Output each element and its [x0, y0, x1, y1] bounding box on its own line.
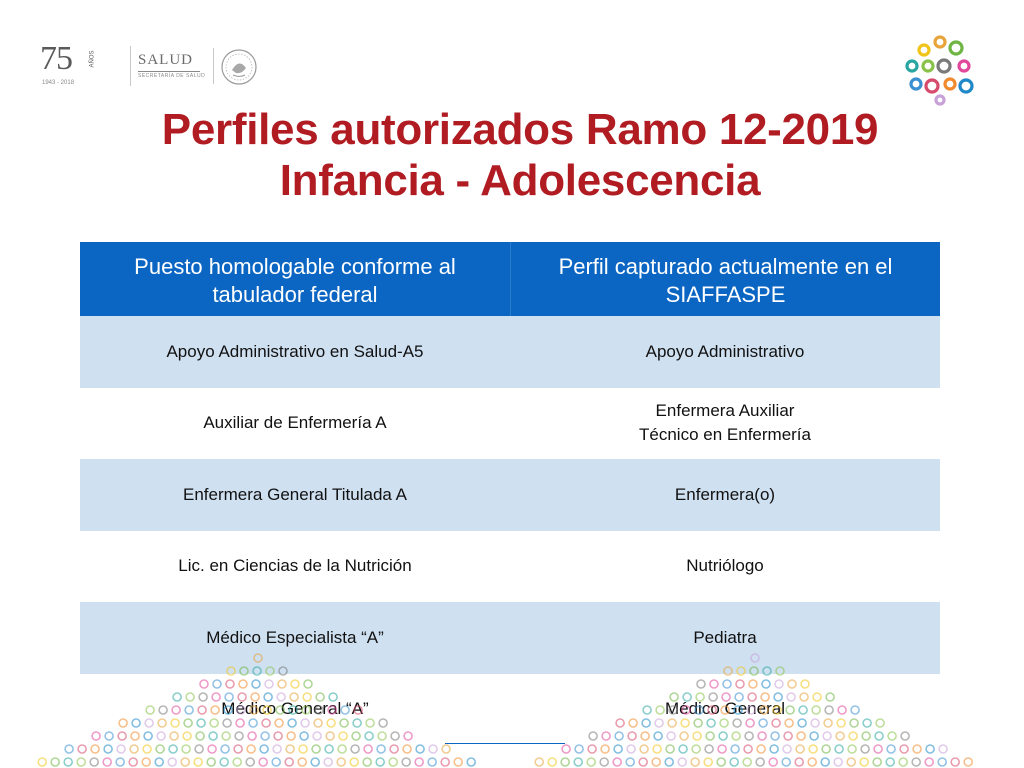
- decor-ring: [234, 745, 242, 753]
- decor-ring: [782, 758, 790, 766]
- national-seal-icon: [220, 48, 258, 86]
- decor-ring: [730, 758, 738, 766]
- decor-ring: [272, 758, 280, 766]
- decor-ring: [351, 745, 359, 753]
- decor-ring: [194, 758, 202, 766]
- decor-ring: [900, 745, 908, 753]
- perfil-line: Médico General: [664, 699, 785, 719]
- decor-ring: [743, 758, 751, 766]
- perfil-line: Enfermera(o): [674, 484, 776, 504]
- table-row: [80, 531, 940, 603]
- decor-ring: [640, 745, 648, 753]
- decor-ring: [312, 745, 320, 753]
- decor-ring: [626, 758, 634, 766]
- title-line-1: Perfiles autorizados Ramo 12-2019: [161, 105, 879, 154]
- logo-divider-2: [213, 48, 214, 84]
- table-header: [80, 242, 940, 316]
- logo-salud-text: SALUD: [138, 52, 194, 68]
- decor-ring: [731, 745, 739, 753]
- profiles-table: [80, 242, 940, 745]
- logo-years-text: 1943 - 2018: [42, 80, 75, 86]
- logo-75-number: 75: [40, 40, 72, 77]
- decor-ring: [90, 758, 98, 766]
- decor-ring: [181, 758, 189, 766]
- decor-ring: [821, 758, 829, 766]
- decor-ring: [835, 745, 843, 753]
- decor-ring: [808, 758, 816, 766]
- logo-underline: [138, 71, 200, 72]
- decor-ring: [913, 745, 921, 753]
- decor-ring: [717, 758, 725, 766]
- decor-ring: [665, 758, 673, 766]
- footer-line: [445, 743, 565, 744]
- decor-ring: [679, 745, 687, 753]
- decor-ring: [221, 745, 229, 753]
- decor-ring: [337, 758, 345, 766]
- cell-puesto: Médico Especialista “A”: [206, 627, 384, 647]
- decor-ring: [377, 745, 385, 753]
- decor-ring: [757, 745, 765, 753]
- perfil-line: Pediatra: [693, 627, 757, 647]
- decor-ring: [783, 745, 791, 753]
- decor-ring: [848, 745, 856, 753]
- table-row: [80, 316, 940, 388]
- decor-ring: [847, 758, 855, 766]
- cell-puesto: Lic. en Ciencias de la Nutrición: [178, 556, 412, 576]
- decor-ring: [574, 758, 582, 766]
- decor-ring: [51, 758, 59, 766]
- decor-ring: [926, 745, 934, 753]
- decor-ring: [247, 745, 255, 753]
- decor-ring: [233, 758, 241, 766]
- decor-ring: [691, 758, 699, 766]
- decor-ring: [363, 758, 371, 766]
- decor-ring: [155, 758, 163, 766]
- decor-ring: [38, 758, 46, 766]
- decor-ring: [886, 758, 894, 766]
- cell-puesto: Auxiliar de Enfermería A: [203, 413, 387, 433]
- decor-ring: [156, 745, 164, 753]
- decor-ring: [350, 758, 358, 766]
- perfil-line: Apoyo Administrativo: [645, 341, 805, 361]
- cell-puesto: Enfermera General Titulada A: [183, 484, 407, 504]
- decor-ring: [601, 745, 609, 753]
- perfil-line: Enfermera Auxiliar: [655, 401, 795, 421]
- decor-ring: [299, 745, 307, 753]
- cell-puesto: Médico General “A”: [221, 699, 369, 719]
- title-line-2: Infancia - Adolescencia: [279, 156, 761, 205]
- decor-ring: [600, 758, 608, 766]
- decor-ring: [614, 745, 622, 753]
- decor-ring: [874, 745, 882, 753]
- decor-ring: [939, 745, 947, 753]
- decor-ring: [822, 745, 830, 753]
- decor-ring: [795, 758, 803, 766]
- decor-ring: [376, 758, 384, 766]
- decor-ring: [415, 758, 423, 766]
- decor-ring: [951, 758, 959, 766]
- decor-ring: [653, 745, 661, 753]
- decor-ring: [588, 745, 596, 753]
- decor-ring: [704, 758, 712, 766]
- decor-ring: [796, 745, 804, 753]
- decor-ring: [182, 745, 190, 753]
- cell-perfil: [510, 626, 940, 650]
- logo-anos-text: AÑOS: [89, 50, 96, 68]
- salud-75-logo: [40, 42, 240, 92]
- decor-ring: [770, 745, 778, 753]
- decor-ring: [168, 758, 176, 766]
- cell-perfil: [510, 554, 940, 578]
- slide-title: [60, 104, 980, 206]
- decor-ring: [692, 745, 700, 753]
- table-row: [80, 388, 940, 460]
- decor-ring: [116, 758, 124, 766]
- decor-ring: [666, 745, 674, 753]
- decor-ring: [705, 745, 713, 753]
- decor-ring: [575, 745, 583, 753]
- decor-ring: [285, 758, 293, 766]
- decor-ring: [298, 758, 306, 766]
- header-puesto: Puesto homologable conforme al tabulador federal: [134, 254, 456, 307]
- decor-ring: [442, 745, 450, 753]
- table-row: [80, 674, 940, 746]
- decor-ring: [169, 745, 177, 753]
- header-perfil: Perfil capturado actualmente en el SIAFFASPE: [510, 242, 940, 316]
- decor-ring: [78, 745, 86, 753]
- decor-ring: [130, 745, 138, 753]
- decor-ring: [142, 758, 150, 766]
- decor-ring: [587, 758, 595, 766]
- decor-ring: [195, 745, 203, 753]
- table-row: [80, 459, 940, 531]
- decor-ring: [364, 745, 372, 753]
- decor-ring: [834, 758, 842, 766]
- decor-ring: [938, 758, 946, 766]
- decor-ring: [899, 758, 907, 766]
- decor-ring: [64, 758, 72, 766]
- decor-ring: [103, 758, 111, 766]
- decor-ring: [769, 758, 777, 766]
- decor-ring: [390, 745, 398, 753]
- decor-ring: [402, 758, 410, 766]
- decor-ring: [338, 745, 346, 753]
- decor-ring: [117, 745, 125, 753]
- decor-ring: [286, 745, 294, 753]
- cell-perfil: [510, 697, 940, 721]
- decor-ring: [548, 758, 556, 766]
- decor-ring: [220, 758, 228, 766]
- decor-ring: [143, 745, 151, 753]
- decor-ring: [324, 758, 332, 766]
- decor-ring: [389, 758, 397, 766]
- decor-ring: [744, 745, 752, 753]
- decor-ring: [246, 758, 254, 766]
- decor-ring: [428, 758, 436, 766]
- decor-ring: [561, 758, 569, 766]
- decor-ring: [718, 745, 726, 753]
- table-row: [80, 602, 940, 674]
- decor-ring: [91, 745, 99, 753]
- logo-secretaria-text: SECRETARÍA DE SALUD: [138, 73, 206, 79]
- decor-ring: [873, 758, 881, 766]
- decor-ring: [311, 758, 319, 766]
- decor-ring: [104, 745, 112, 753]
- cell-perfil: [510, 483, 940, 507]
- logo-divider: [130, 46, 131, 86]
- decor-ring: [639, 758, 647, 766]
- decor-ring: [964, 758, 972, 766]
- cell-puesto: Apoyo Administrativo en Salud-A5: [166, 341, 424, 361]
- decor-ring: [613, 758, 621, 766]
- decor-ring: [325, 745, 333, 753]
- decor-ring: [652, 758, 660, 766]
- decor-ring: [77, 758, 85, 766]
- decor-ring: [925, 758, 933, 766]
- decor-ring: [273, 745, 281, 753]
- decor-ring: [429, 745, 437, 753]
- colored-rings-logo-icon: [902, 34, 978, 106]
- decor-ring: [259, 758, 267, 766]
- decor-ring: [678, 758, 686, 766]
- decor-ring: [562, 745, 570, 753]
- decor-ring: [416, 745, 424, 753]
- decor-ring: [129, 758, 137, 766]
- decor-ring: [208, 745, 216, 753]
- cell-perfil: [510, 399, 940, 447]
- decor-ring: [756, 758, 764, 766]
- perfil-line: Nutriólogo: [686, 556, 764, 576]
- decor-ring: [467, 758, 475, 766]
- decor-ring: [403, 745, 411, 753]
- decor-ring: [627, 745, 635, 753]
- decor-ring: [260, 745, 268, 753]
- decor-ring: [441, 758, 449, 766]
- decor-ring: [912, 758, 920, 766]
- decor-ring: [207, 758, 215, 766]
- decor-ring: [454, 758, 462, 766]
- perfil-line: Técnico en Enfermería: [639, 425, 811, 445]
- decor-ring: [535, 758, 543, 766]
- decor-ring: [809, 745, 817, 753]
- decor-ring: [861, 745, 869, 753]
- cell-perfil: [510, 340, 940, 364]
- decor-ring: [65, 745, 73, 753]
- decor-ring: [860, 758, 868, 766]
- decor-ring: [887, 745, 895, 753]
